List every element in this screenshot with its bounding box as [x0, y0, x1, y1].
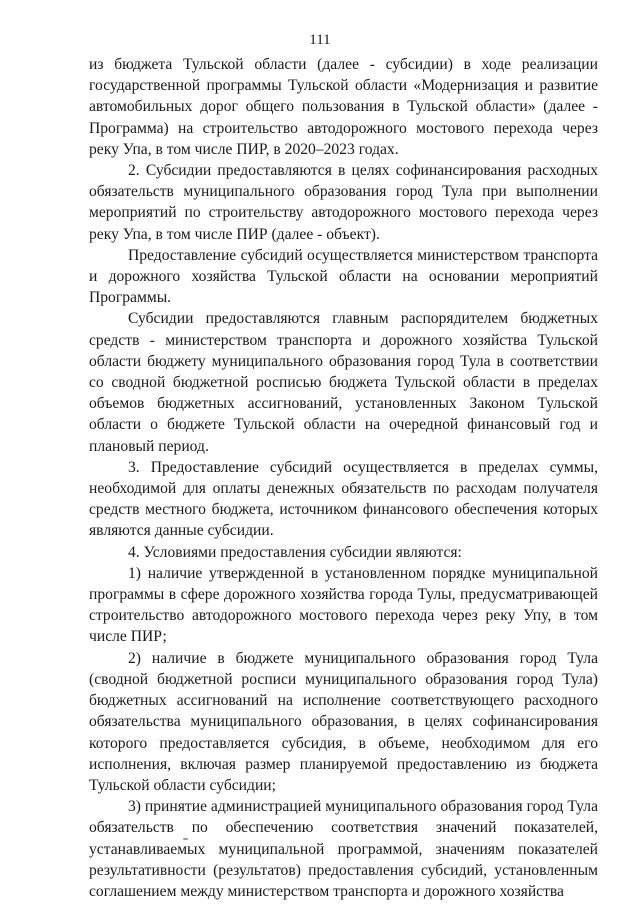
paragraph-item-4: 4. Условиями предоставления субсидии являются:	[128, 543, 462, 561]
paragraph-subsidy-provision: Предоставление субсидий осуществляется министерством транспорта и дорожного хозяйства Тульской области на основании мероприятий Программы.	[89, 246, 598, 307]
paragraph-item-2: 2. Субсидии предоставляются в целях софинансирования расходных обязательств муниципального образования город Тула при выполнении мероприятий по строительству автодорожного мостового перехода через реку Упа, в том числе ПИР (далее - объект).	[89, 162, 598, 243]
paragraph-condition-1: 1) наличие утвержденной в установленном порядке муниципальной программы в сфере дорожного хозяйства города Тулы, предусматривающей строительство автодорожного мостового перехода через реку Упу, в том числе ПИР;	[89, 564, 598, 646]
paragraph-condition-3: 3) принятие администрацией муниципального образования город Тула обязательств по обеспечению соответствия значений показателей, устанавливаемых муниципальной программой, значениям показателей результативности (результатов) предоставления субсидий, установленным соглашением между министерством транспорта и дорожного хозяйства	[89, 798, 598, 900]
scan-mark	[183, 838, 188, 840]
paragraph-item-3: 3. Предоставление субсидий осуществляется в пределах суммы, необходимой для оплаты денежных обязательств по расходам получателя средств местного бюджета, источником финансового обеспечения которых являются данные субсидии.	[89, 458, 598, 540]
paragraph-subsidy-intro: из бюджета Тульской области (далее - субсидии) в ходе реализации государственной программы Тульской области «Модернизация и развитие автомобильных дорог общего пользования в Тульской области» (далее - Программа) на строительство автодорожного мостового перехода через реку Упа, в том числе ПИР, в 2020–2023 годах.	[89, 56, 598, 158]
document-body	[89, 54, 598, 902]
page-number: 111	[309, 32, 331, 48]
paragraph-budget-distributor: Субсидии предоставляются главным распорядителем бюджетных средств - министерством транспорта и дорожного хозяйства Тульской области бюджету муниципального образования город Тула в соответствии со сводной бюджетной росписью бюджета Тульской области в пределах объемов бюджетных ассигнований, установленных Законом Тульской области о бюджете Тульской области на очередной финансовый год и плановый период.	[89, 310, 598, 455]
paragraph-condition-2: 2) наличие в бюджете муниципального образования город Тула (сводной бюджетной росписи муниципального образования город Тула) бюджетных ассигнований на исполнение соответствующего расходного обязательства муниципального образования, в целях софинансирования которого предоставляется субсидия, в объеме, необходимом для его исполнения, включая размер планируемой предоставлению из бюджета Тульской области субсидии;	[89, 649, 598, 794]
